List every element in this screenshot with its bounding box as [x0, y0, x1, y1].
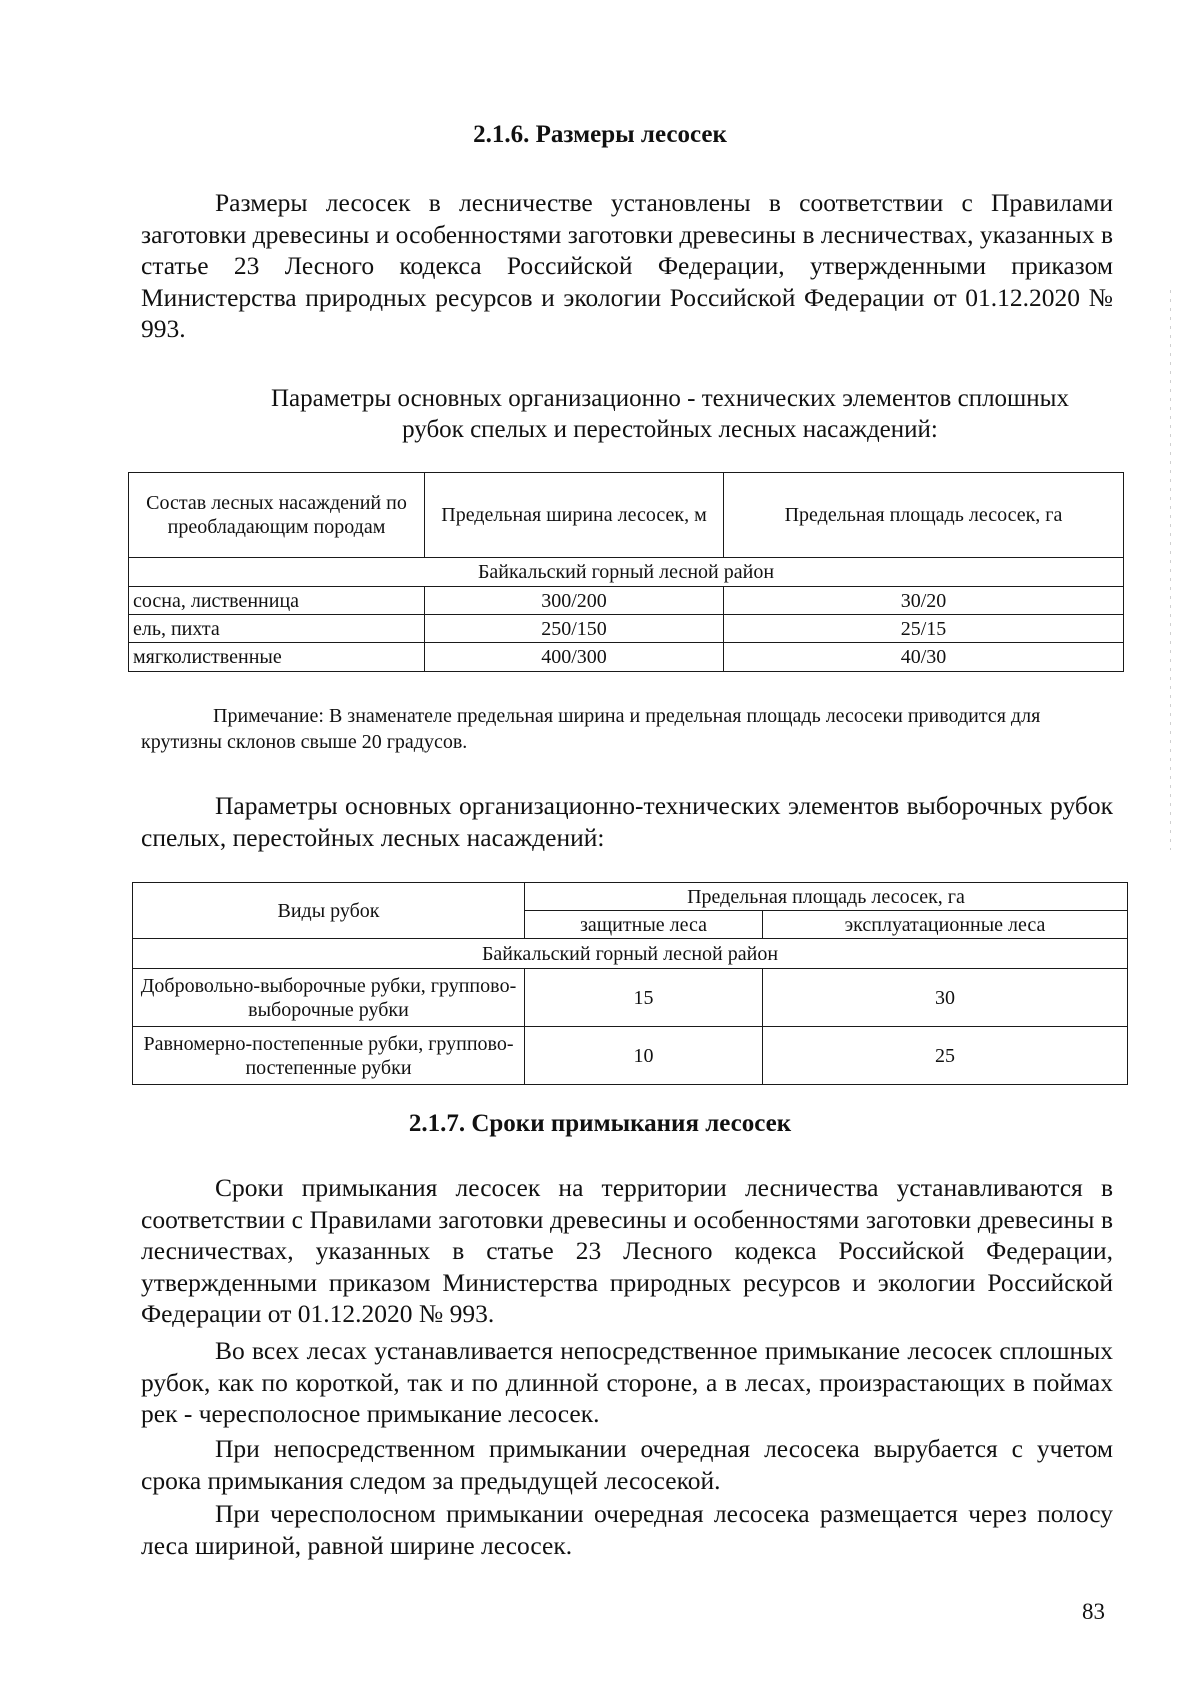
table-row: Добровольно-выборочные рубки, групповo-выборочные рубки 15 30: [133, 969, 1128, 1027]
section-title-2-1-7: 2.1.7. Сроки примыкания лесосек: [408, 1110, 792, 1137]
section-title-2-1-6: 2.1.6. Размеры лесосек: [473, 121, 727, 148]
table2-caption: Параметры основных организационно-технических элементов выборочных рубок спелых, перестойных лесных насаждений:: [141, 791, 1113, 852]
table-row: мягколиственные 400/300 40/30: [129, 643, 1124, 672]
table2-region-row: [133, 939, 1128, 969]
table1-header-composition: Состав лесных насаждений по преобладающим породам: [129, 473, 425, 558]
table1-header-width: Предельная ширина лесосек, м: [425, 473, 724, 558]
table2-header-type: Виды рубок: [133, 883, 525, 939]
table2-region: Байкальский горный лесной район: [133, 939, 1128, 969]
section2-paragraph-3: При непосредственном примыкании очередная лесосека вырубается с учетом срока примыкания следом за предыдущей лесосекой.: [141, 1434, 1113, 1495]
table-row: ель, пихта 250/150 25/15: [129, 615, 1124, 643]
table2-header-protective: защитные леса: [525, 911, 763, 939]
table2-header-area: Предельная площадь лесосек, га: [525, 883, 1128, 911]
clearcut-parameters-table: [128, 472, 1124, 672]
table-row: Равномерно-постепенные рубки, группово-постепенные рубки 10 25: [133, 1027, 1128, 1085]
table1-header-row: [129, 473, 1124, 558]
selective-cutting-table: [132, 882, 1128, 1085]
table1-region-row: [129, 558, 1124, 587]
scan-artifact-line: [1170, 290, 1171, 850]
table1-region: Байкальский горный лесной район: [129, 558, 1124, 587]
table-row: сосна, лиственница 300/200 30/20: [129, 587, 1124, 615]
table1-header-area: Предельная площадь лесосек, га: [724, 473, 1124, 558]
section2-paragraph-2: Во всех лесах устанавливается непосредственное примыкание лесосек сплошных рубок, как по короткой, так и по длинной стороне, а в лесах, произрастающих в поймах рек - чересполосное примыкание лесосек.: [141, 1336, 1113, 1428]
table1-note: Примечание: В знаменателе предельная ширина и предельная площадь лесосеки приводится для крутизны склонов свыше 20 градусов.: [141, 705, 1041, 753]
table2-header-exploitation: эксплуатационные леса: [763, 911, 1128, 939]
table1-caption: Параметры основных организационно - технических элементов сплошных рубок спелых и перестойных лесных насаждений:: [271, 385, 1069, 443]
section2-paragraph-4: При чересполосном примыкании очередная лесосека размещается через полосу леса шириной, равной ширине лесосек.: [141, 1499, 1113, 1560]
section2-paragraph-1: Сроки примыкания лесосек на территории лесничества устанавливаются в соответствии с Правилами заготовки древесины и особенностями заготовки древесины в лесничествах, указанных в статье 23 Лесного кодекса Российской Федерации, утвержденными приказом Министерства природных ресурсов и экологии Российской Федерации от 01.12.2020 № 993.: [141, 1173, 1113, 1328]
table2-header-row: [133, 883, 1128, 911]
page-number: 83: [1082, 1599, 1105, 1624]
section1-paragraph: Размеры лесосек в лесничестве установлены в соответствии с Правилами заготовки древесины и особенностями заготовки древесины в лесничествах, указанных в статье 23 Лесного кодекса Российской Федерации, утвержденными приказом Министерства природных ресурсов и экологии Российской Федерации от 01.12.2020 № 993.: [141, 188, 1113, 343]
